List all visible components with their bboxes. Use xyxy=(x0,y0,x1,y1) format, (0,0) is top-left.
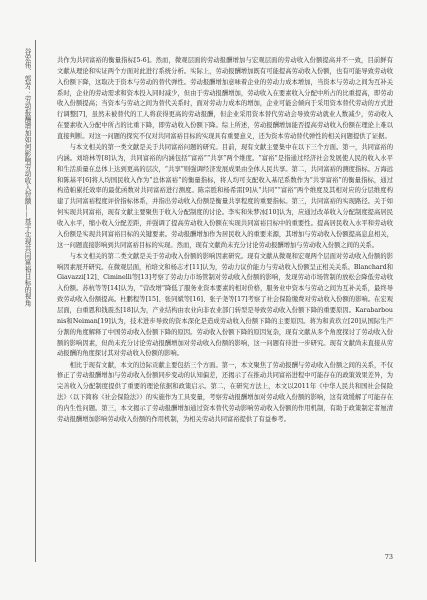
running-header: 谷宏伟、郭芳：劳动报酬增加如何影响劳动收入份额——基于实现共同富裕目标的视角 xyxy=(23,48,31,307)
paragraph: 与本文相关的第一类文献是关于共同富裕问题的研究。目前，现有文献主要集中在以下三个方面。第一，共同富裕的内涵。刘培林等[8]认为，共同富裕的内涵包括“富裕”“共享”两个维度。“富裕”是指通过经济社会发展使人民的收入水平和生活质量在总体上达到更高的层次，“共享”则强调经济发展成果由全体人民共享。第二，共同富裕的测度指标。万海远和陈基平[6]将人均国民收入作为“总体富裕”的衡量指标，将人均可支配收入基尼系数作为“共享富裕”的衡量指标，通过构造帕累托效率的最优函数对共同富裕进行测度。陈宗胜和杨希雷[9]从“共同”“富裕”两个维度及其相对应的分层维度构建了共同富裕程度评价指标体系，并指出劳动收入份额是衡量共享程度的重要指标。第三，共同富裕的实现路径。关于如何实现共同富裕，现有文献主要聚焦于收入分配制度的讨论。李实和朱梦冰[10]认为，应通过改革收入分配制度提高居民收入水平，缩小收入分配差距，并强调了提高劳动收入份额在实现共同富裕目标中的重要性。提高居民收入水平和劳动收入份额是实现共同富裕目标的关键要素。劳动报酬增加作为居民收入的重要来源，其增加与劳动收入份额提高息息相关，这一问题直接影响到共同富裕目标的实现。然而，现有文献尚未充分讨论劳动报酬增加与劳动收入份额之间的关系。 xyxy=(57,144,393,249)
paragraph: 与本文相关的第二类文献是关于劳动收入份额的影响因素研究。现有文献从微观和宏观两个层面对劳动收入份额的影响因素展开研究。在微观层面，柏培文和杨志才[11]认为，劳动力议价能力与劳动收入份额呈正相关关系。Blanchard和Giavazzi[12]、Ciminelli等[13]考察了劳动力市场管制对劳动收入份额的影响，发现劳动市场管制的放松会降低劳动收入份额。苏杭等等[14]认为，“营改增”降低了服务业资本要素的相对价格，服务业中资本与劳动之间为互补关系，最终导致劳动收入份额提高。杜鹏程等[15]、张同斌等[16]、张子尧等[17]考察了社会保险缴费对劳动收入份额的影响。在宏观层面，白重恩和钱震杰[18]认为，产业结构由农业向非农业部门转型是导致劳动收入份额下降的重要原因。Karabarbounis和Neiman[19]认为，技术进步导致的资本深化是造成劳动收入份额下降的主要原因。蒋为和黄玖立[20]从国际生产分割的角度解释了中国劳动收入份额下降的原因。劳动收入份额下降的原因复杂，现有文献从多个角度探讨了劳动收入份额的影响因素，但尚未充分讨论劳动报酬增加对劳动收入份额的影响，这一问题有待进一步研究。现有文献尚未直接从劳动报酬的角度探讨其对劳动收入份额的影响。 xyxy=(57,252,393,358)
paragraph: 相比于现有文献，本文的边际贡献主要包括三个方面。第一，本文聚焦了劳动报酬与劳动收入份额之间的关系，不仅修正了劳动报酬增加与劳动收入份额同步变动的认知偏差，还揭示了在推动共同富裕进程中可能存在的政策效果差异，为完善收入分配制度提供了重要的理论依据和政策启示。第二，在研究方法上，本文以2011年《中华人民共和国社会保险法》（以下简称《社会保险法》）的实施作为工具变量，考察劳动报酬增加对劳动收入份额的影响，这有效缓解了可能存在的内生性问题。第三，本文揭示了劳动报酬增加通过资本替代劳动影响劳动收入份额的作用机制，有助于政策制定者厘清劳动报酬增加影响劳动收入份额的作用机制，为相关劳动共同富裕提供了有益参考。 xyxy=(57,361,393,423)
body-text xyxy=(57,56,393,426)
paragraph: 共作为共同富裕的衡量指标[5-6]。然而，微观层面的劳动报酬增加与宏观层面的劳动收入份额提高并不一致，目前鲜有文献从理论和实证两个方面对此进行系统分析。实际上，劳动报酬增加既有可能提高劳动收入份额，也有可能导致劳动收入份额下降，这取决于资本与劳动的替代弹性。劳动报酬增加意味着企业的劳动力成本增加，当资本与劳动之间为互补关系时，企业的劳动需求和资本投入同时减少，但由于劳动报酬增加，劳动收入在要素收入分配中所占的比重提高，即劳动收入份额提高；当资本与劳动之间为替代关系时，面对劳动力成本的增加，企业可能会倾向于采用资本替代劳动的方式进行调整[7]，虽然未被替代的工人将获得更高的劳动报酬，但企业采用资本替代劳动会导致劳动就业人数减少，劳动收入在要素收入分配中所占的比重下降，即劳动收入份额下降。综上所述，劳动报酬增加能否提高劳动收入份额在理论上难以直接判断。对这一问题的探究不仅对共同富裕目标的实现具有重要意义，还为资本劳动替代弹性的相关问题提供了证据。 xyxy=(57,57,393,140)
header-rule xyxy=(35,40,36,562)
page-number: 73 xyxy=(384,553,393,561)
